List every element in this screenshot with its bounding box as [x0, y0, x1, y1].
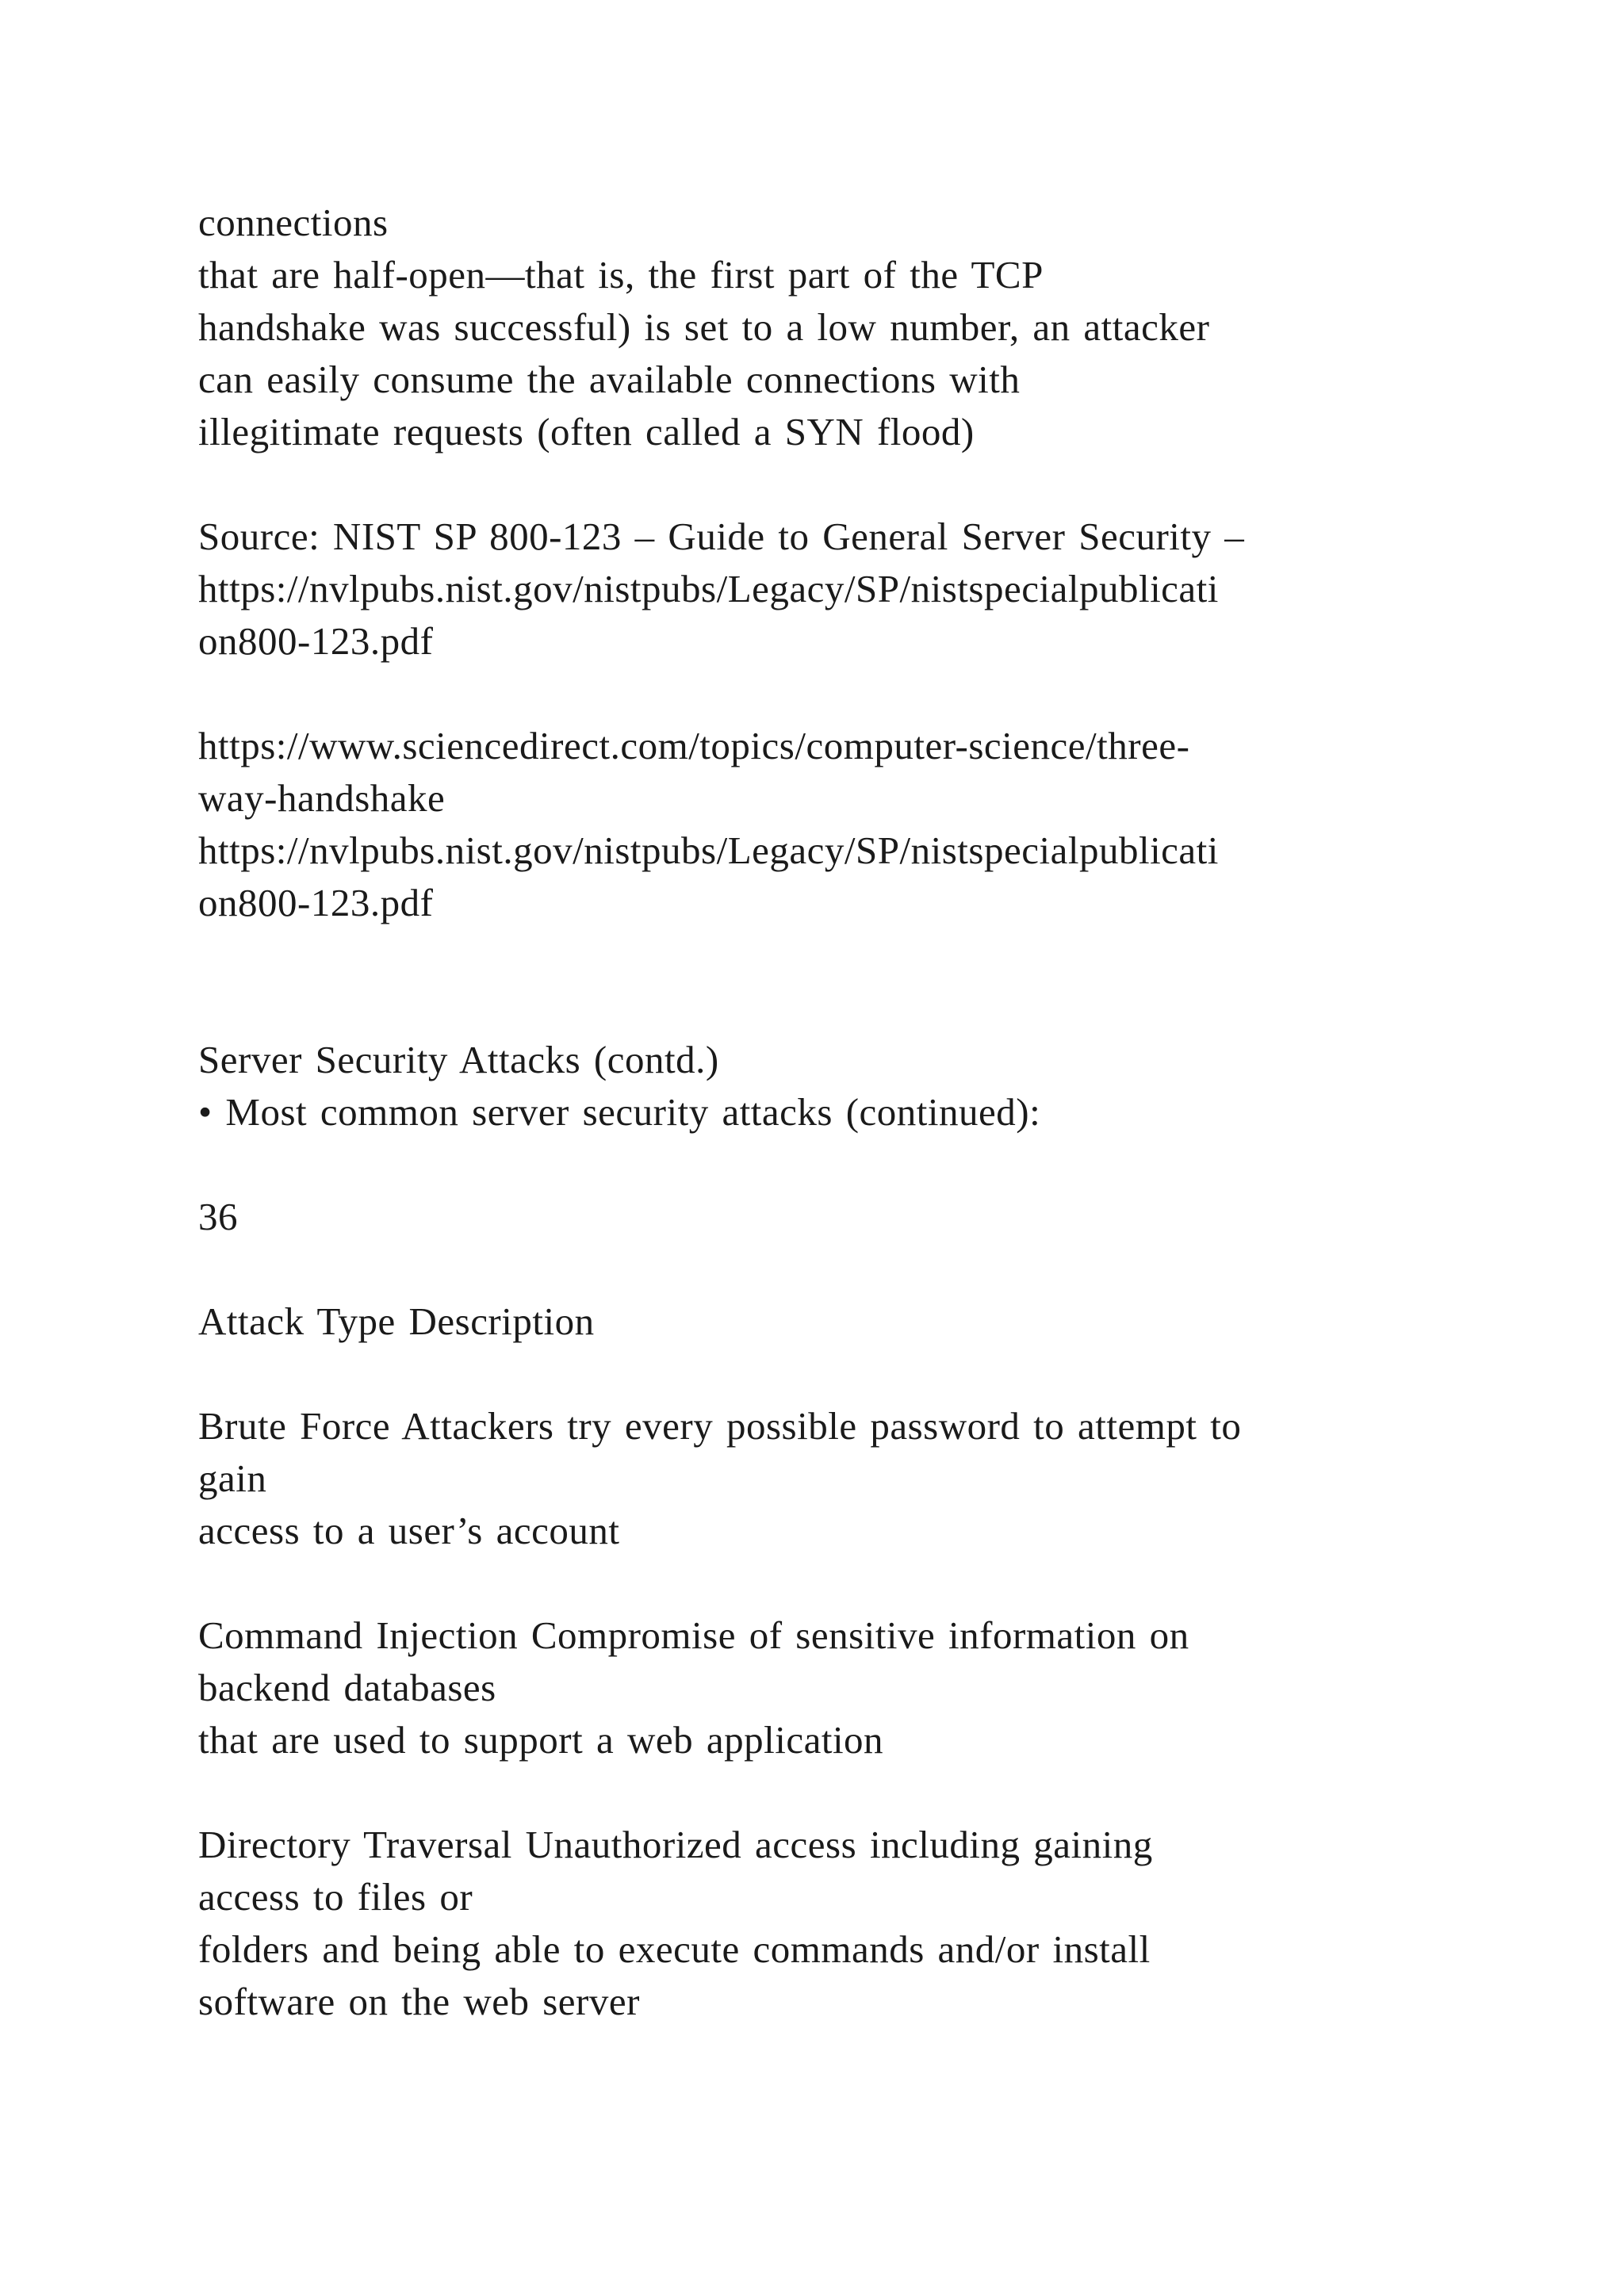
text-line: can easily consume the available connections with — [198, 358, 1021, 401]
attack-line: folders and being able to execute commands and/or install — [198, 1927, 1151, 1971]
source-url-line: https://nvlpubs.nist.gov/nistpubs/Legacy/SP/nistspecialpublicati — [198, 567, 1219, 610]
attack-line: Brute Force Attackers try every possible password to attempt to — [198, 1404, 1242, 1448]
source-url-line: on800-123.pdf — [198, 619, 434, 663]
reference-url-line: https://www.sciencedirect.com/topics/computer-science/three- — [198, 724, 1190, 767]
reference-url-line: way-handshake — [198, 776, 446, 820]
spacer — [198, 1766, 1435, 1819]
spacer — [198, 1557, 1435, 1609]
spacer — [198, 668, 1435, 720]
spacer — [198, 458, 1435, 511]
attack-line: software on the web server — [198, 1980, 640, 2023]
attack-line: that are used to support a web application — [198, 1718, 884, 1762]
attack-entry-command-injection — [198, 1609, 1435, 1766]
spacer — [198, 929, 1435, 1034]
source-citation — [198, 511, 1435, 668]
text-line: that are half-open—that is, the first part of the TCP — [198, 253, 1044, 297]
spacer — [198, 1348, 1435, 1400]
attack-entry-directory-traversal — [198, 1819, 1435, 2028]
attack-entry-brute-force — [198, 1400, 1435, 1557]
attack-line: access to files or — [198, 1875, 473, 1919]
attack-line: Directory Traversal Unauthorized access including gaining — [198, 1823, 1153, 1866]
reference-url-line: on800-123.pdf — [198, 881, 434, 924]
document-text — [198, 197, 1435, 2028]
attack-line: access to a user’s account — [198, 1509, 620, 1552]
spacer — [198, 1243, 1435, 1295]
text-line: handshake was successful) is set to a low number, an attacker — [198, 305, 1210, 349]
slide-bullet: • Most common server security attacks (continued): — [198, 1090, 1041, 1134]
text-line: connections — [198, 201, 389, 244]
attack-line: backend databases — [198, 1666, 496, 1709]
reference-url-line: https://nvlpubs.nist.gov/nistpubs/Legacy/SP/nistspecialpublicati — [198, 828, 1219, 872]
slide-section — [198, 1034, 1435, 1348]
table-header: Attack Type Description — [198, 1299, 595, 1343]
text-line: illegitimate requests (often called a SYN flood) — [198, 410, 975, 453]
slide-title: Server Security Attacks (contd.) — [198, 1038, 719, 1081]
spacer — [198, 1138, 1435, 1191]
attack-line: gain — [198, 1456, 267, 1500]
source-line: Source: NIST SP 800-123 – Guide to General Server Security – — [198, 515, 1245, 558]
reference-links — [198, 720, 1435, 929]
intro-paragraph — [198, 197, 1435, 458]
attack-line: Command Injection Compromise of sensitive information on — [198, 1613, 1189, 1657]
page-number: 36 — [198, 1195, 238, 1238]
